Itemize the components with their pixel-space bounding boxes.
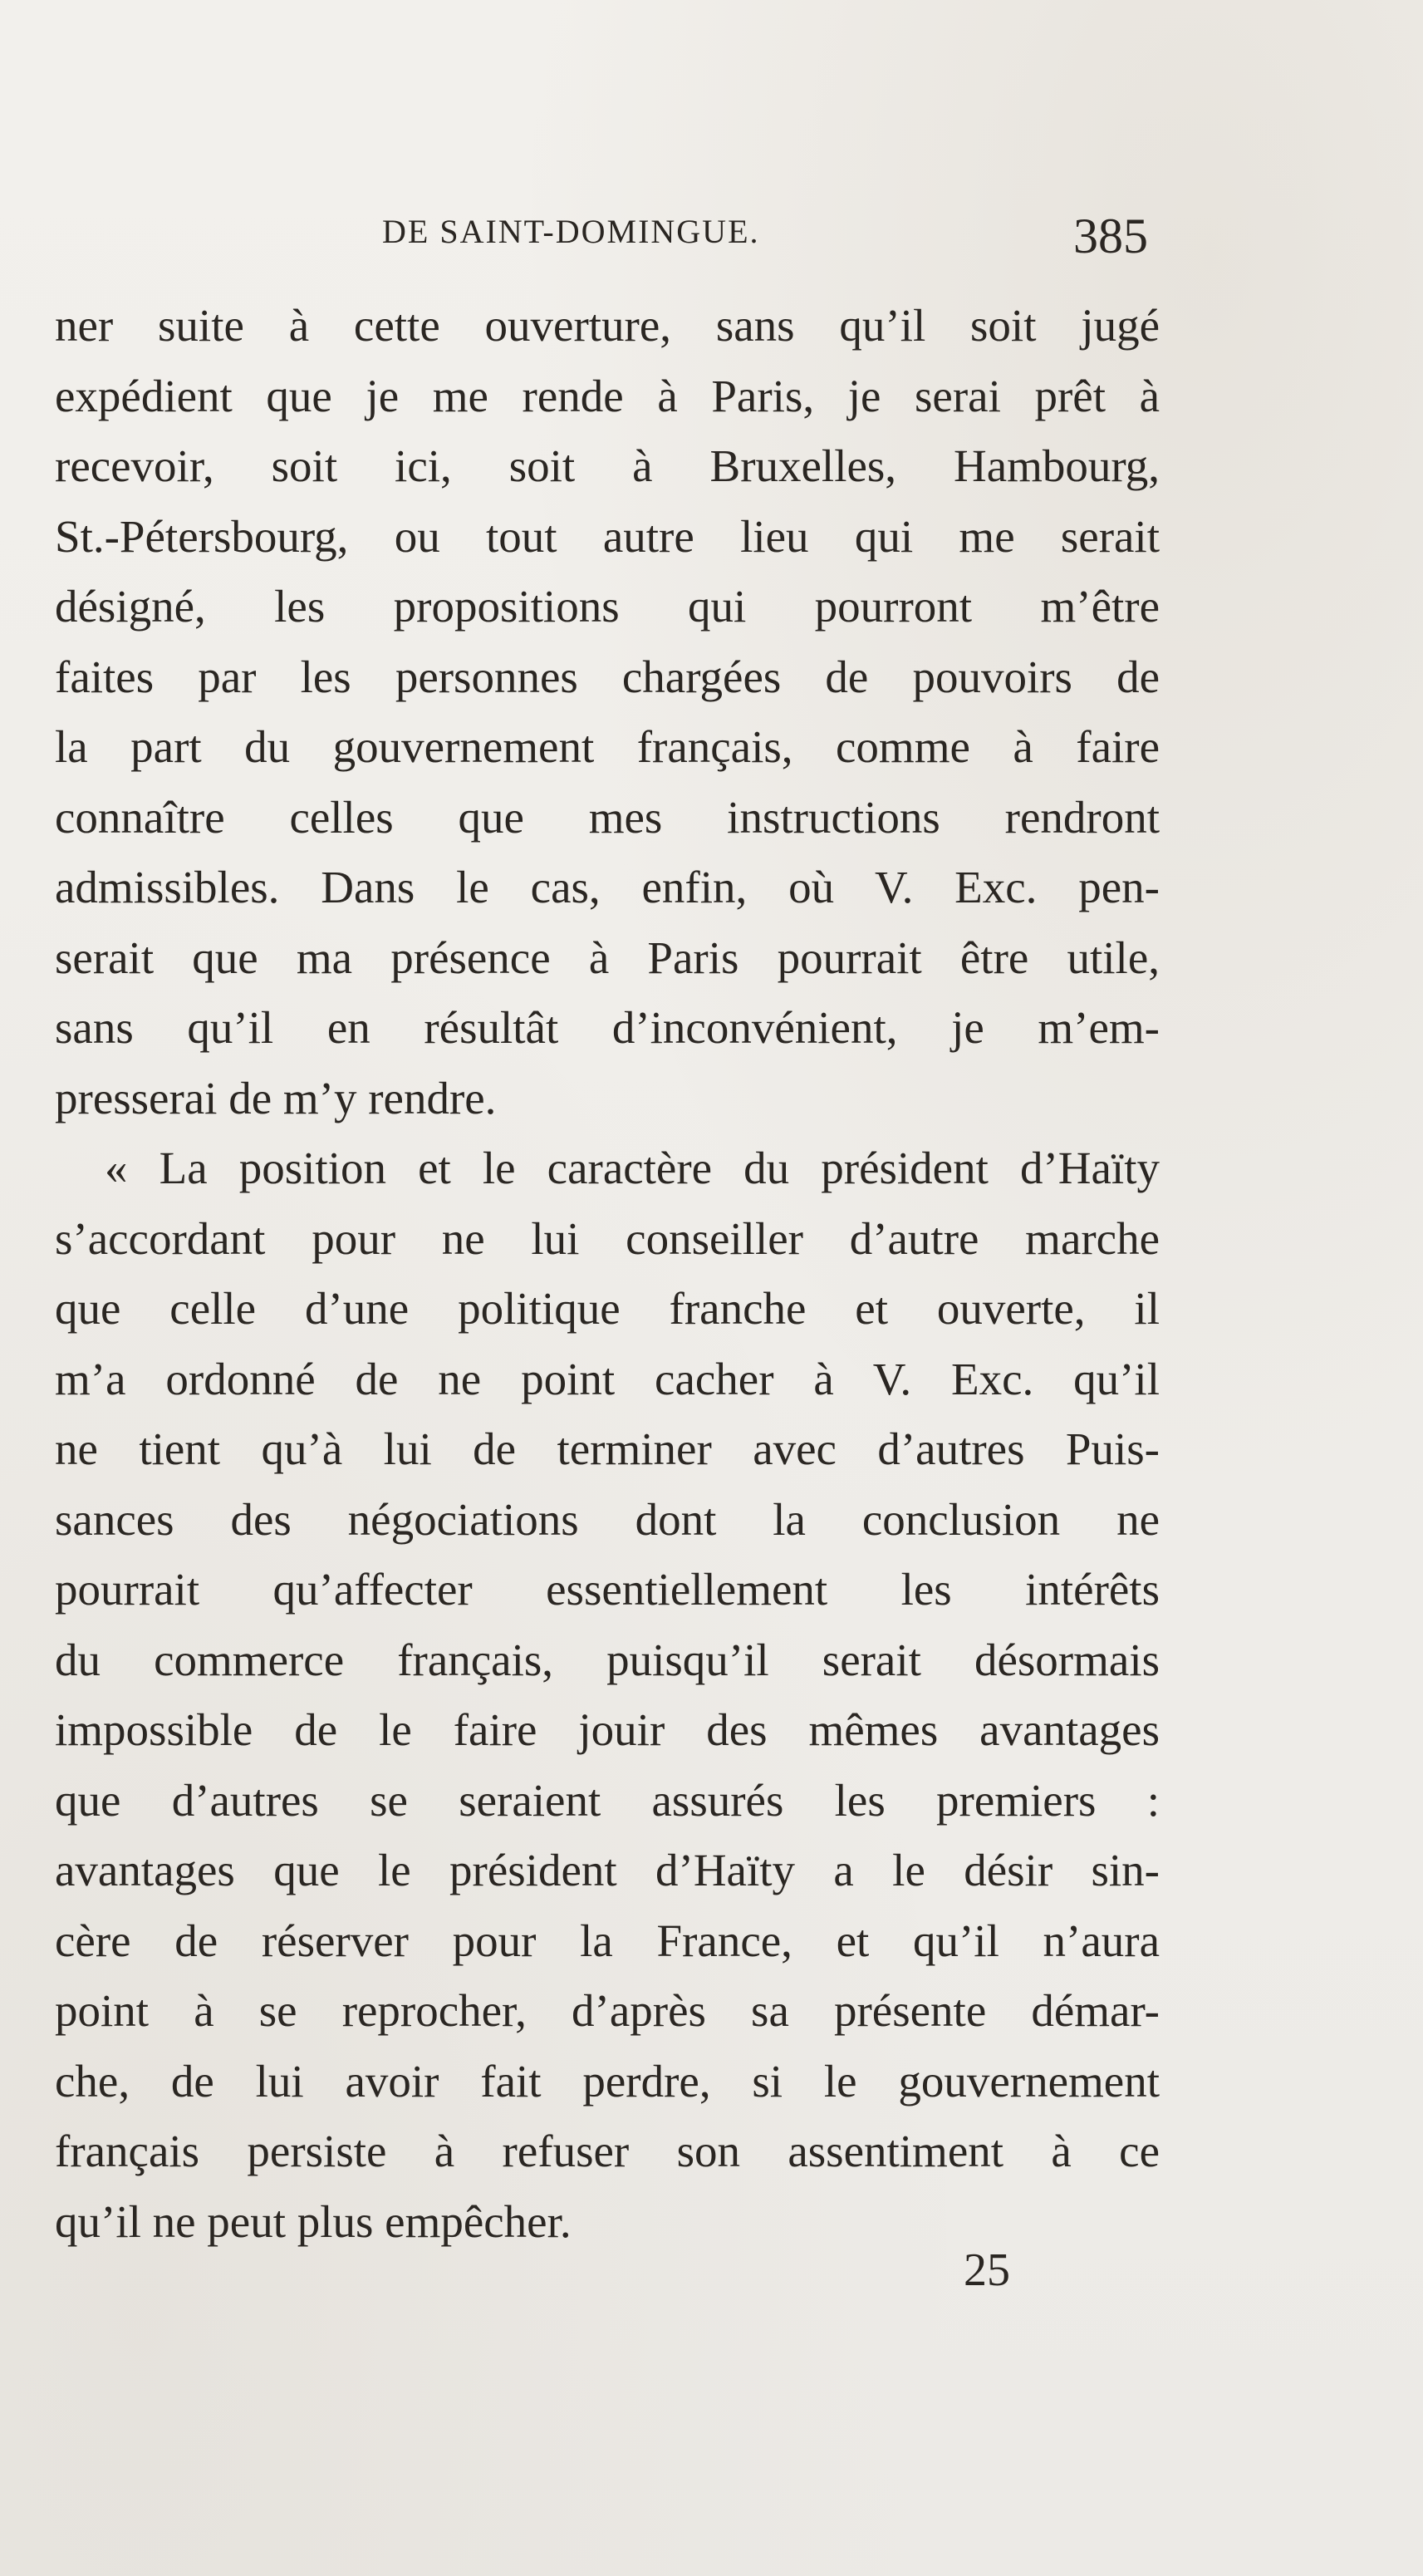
- text-line: cère de réserver pour la France, et qu’il n’aura: [55, 1915, 1160, 1966]
- text-line: sans qu’il en résultât d’inconvénient, je m’em-: [55, 1002, 1160, 1053]
- text-line: faites par les personnes chargées de pouvoirs de: [55, 651, 1160, 702]
- text-line: s’accordant pour ne lui conseiller d’autre marche: [55, 1212, 1160, 1264]
- signature-mark: 25: [964, 2244, 1010, 2296]
- text-line: St.-Pétersbourg, ou tout autre lieu qui me serait: [55, 510, 1160, 562]
- text-line: che, de lui avoir fait perdre, si le gouvernement: [55, 2055, 1160, 2107]
- text-line: « La position et le caractère du président d’Haïty: [105, 1143, 1160, 1193]
- running-title: DE SAINT-DOMINGUE.: [382, 213, 760, 250]
- text-line: que celle d’une politique franche et ouverte, il: [55, 1283, 1160, 1334]
- text-line: ner suite à cette ouverture, sans qu’il soit jugé: [55, 300, 1160, 351]
- text-line: du commerce français, puisqu’il serait désormais: [55, 1634, 1160, 1685]
- text-line: point à se reprocher, d’après sa présente démar-: [55, 1985, 1160, 2036]
- page-number: 385: [1073, 209, 1148, 263]
- text-line: recevoir, soit ici, soit à Bruxelles, Hambourg,: [55, 440, 1160, 491]
- text-line: pourrait qu’affecter essentiellement les intérêts: [55, 1564, 1160, 1615]
- text-line: admissibles. Dans le cas, enfin, où V. Exc. pen-: [55, 862, 1160, 912]
- text-line: la part du gouvernement français, comme à faire: [55, 721, 1160, 772]
- text-line: expédient que je me rende à Paris, je serai prêt à: [55, 370, 1160, 421]
- text-line: désigné, les propositions qui pourront m’être: [55, 581, 1160, 632]
- text-line: que d’autres se seraient assurés les premiers :: [55, 1774, 1160, 1826]
- text-line: impossible de le faire jouir des mêmes avantages: [55, 1704, 1160, 1755]
- text-line: m’a ordonné de ne point cacher à V. Exc. qu’il: [55, 1353, 1160, 1404]
- text-line: sances des négociations dont la conclusion ne: [55, 1493, 1160, 1545]
- text-line: français persiste à refuser son assentiment à ce: [55, 2126, 1160, 2176]
- text-line: serait que ma présence à Paris pourrait être utile,: [55, 932, 1160, 983]
- text-line: presserai de m’y rendre.: [55, 1072, 497, 1123]
- text-line: connaître celles que mes instructions rendront: [55, 791, 1160, 843]
- text-line: ne tient qu’à lui de terminer avec d’autres Puis-: [55, 1423, 1160, 1474]
- text-line: avantages que le président d’Haïty a le désir sin-: [55, 1845, 1160, 1895]
- text-line: qu’il ne peut plus empêcher.: [55, 2195, 572, 2247]
- body-text: [55, 291, 1160, 2257]
